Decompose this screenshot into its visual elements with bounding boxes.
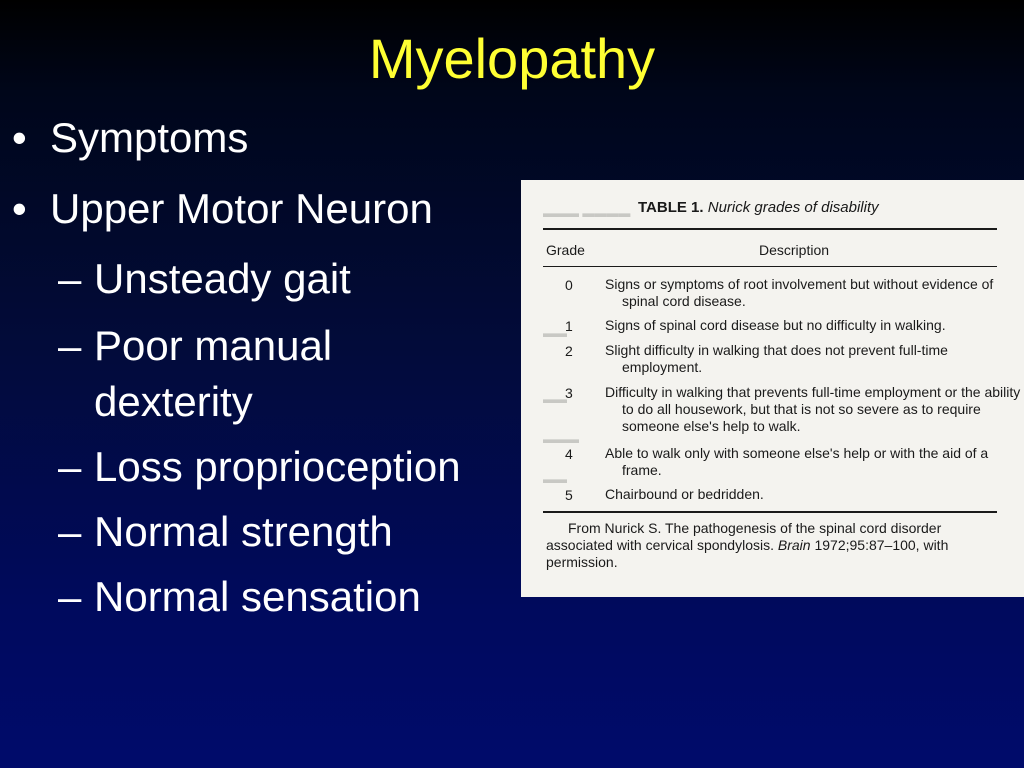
- table-header-rule: [543, 266, 997, 267]
- table-row-description: Signs or symptoms of root involvement but without evidence of spinal cord disease.: [605, 276, 994, 309]
- table-caption: [638, 199, 879, 216]
- table-row-description: Signs of spinal cord disease but no difficulty in walking.: [605, 317, 946, 333]
- table-source-note: [546, 520, 996, 571]
- table-row-grade: 3: [565, 385, 573, 401]
- source-details: 1972;95:87–100, with permission.: [546, 537, 949, 570]
- bleed-through-decoration: ▬▬▬: [543, 432, 579, 446]
- bleed-through-decoration: ▬▬: [543, 472, 567, 486]
- sub-bullet-label: Unsteady gait: [94, 255, 351, 302]
- table-row-grade: 2: [565, 343, 573, 359]
- bullet-label: Upper Motor Neuron: [50, 185, 433, 232]
- bleed-through-decoration: ▬▬: [543, 392, 567, 406]
- sub-bullet-label: Loss proprioception: [94, 443, 461, 490]
- table-label: TABLE 1.: [638, 199, 704, 216]
- sub-bullet-label-line2: dexterity: [94, 378, 253, 425]
- table-bottom-rule: [543, 511, 997, 513]
- table-row-grade: 1: [565, 318, 573, 334]
- sub-bullet-marker: –: [58, 443, 82, 490]
- bullet-marker: •: [12, 185, 27, 232]
- table-row-description: Able to walk only with someone else's help or with the aid of a frame.: [605, 445, 989, 478]
- sub-bullet-marker: –: [58, 508, 82, 555]
- bleed-through-decoration: ▬▬: [543, 326, 567, 340]
- table-top-rule: [543, 228, 997, 230]
- sub-bullet-marker: –: [58, 573, 82, 620]
- column-header-description: Description: [759, 242, 830, 258]
- sub-bullet-label: Poor manual: [94, 322, 333, 369]
- source-citation: From Nurick S. The pathogenesis of the spinal cord disorder associated with cervical spondylosis.: [546, 520, 942, 553]
- table-row-grade: 5: [565, 487, 573, 503]
- scanned-table-image: [521, 180, 1024, 597]
- table-row-grade: 4: [565, 446, 573, 462]
- slide-title: Myelopathy: [368, 27, 656, 90]
- sub-bullet-marker: –: [58, 255, 82, 302]
- bullet-label: Symptoms: [50, 114, 249, 161]
- sub-bullet-label: Normal sensation: [94, 573, 421, 620]
- table-row-description: Chairbound or bedridden.: [605, 486, 764, 502]
- table-title: Nurick grades of disability: [707, 199, 879, 216]
- sub-bullet-label: Normal strength: [94, 508, 393, 555]
- bullet-marker: •: [12, 114, 27, 161]
- sub-bullet-marker: –: [58, 322, 82, 369]
- source-journal: Brain: [777, 537, 811, 553]
- column-header-grade: Grade: [546, 242, 585, 258]
- table-row-description: Slight difficulty in walking that does not prevent full-time employment.: [605, 342, 948, 375]
- bleed-through-decoration: ▬▬▬▬ ▬▬▬: [543, 206, 631, 220]
- table-row-description: Difficulty in walking that prevents full-time employment or the ability to do all housework, but that is not so severe as to require someone else's help to walk.: [605, 384, 1021, 434]
- table-row-grade: 0: [565, 277, 573, 293]
